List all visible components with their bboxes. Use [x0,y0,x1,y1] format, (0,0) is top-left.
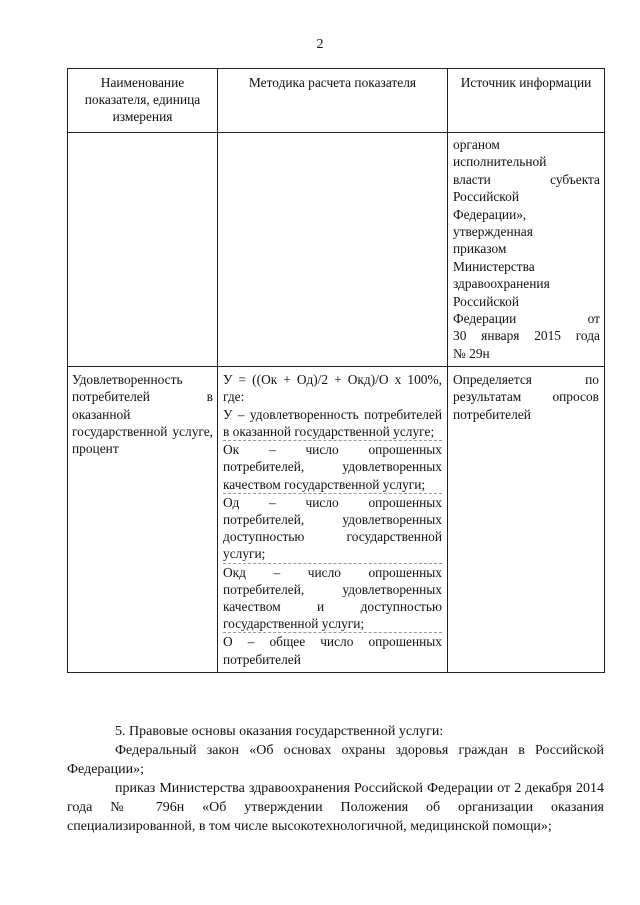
header-information-source: Источник информации [448,69,605,133]
source-line: исполнительной [453,154,547,170]
source-line: № 29н [453,345,490,361]
source-line: 30 января 2015 года [453,328,600,344]
source-line: Российской [453,293,519,309]
source-line: власти субъекта [453,171,600,187]
source-line: приказом [453,241,507,257]
source-line: Федерации от [453,311,600,327]
source-description: Определяется по результатам опросов потребителей [453,372,599,422]
formula: У = ((Ок + Од)/2 + Окд)/О х 100%, [223,372,442,388]
legal-paragraph: приказ Министерства здравоохранения Российской Федерации от 2 декабря 2014 года № 796н «Об утверждении Положения об организации оказания специализированной, в том числе высокотехнологичной, медицинской помощи»; [67,781,604,834]
row2-method-cell [218,367,448,672]
row1-indicator-cell [68,133,218,367]
definition-item: О – общее число опрошенных потребителей [223,634,442,667]
source-line: Министерства [453,258,535,274]
definition-item: Ок – число опрошенных потребителей, удовлетворенных качеством государственной услуги; [223,442,442,492]
source-line: органом [453,137,500,152]
row1-method-cell [218,133,448,367]
definition-item: Од – число опрошенных потребителей, удовлетворенных доступностью государственной услуги; [223,494,442,562]
table-header-row [68,69,605,133]
source-line: утвержденная [453,224,533,240]
source-line: здравоохранения [453,276,550,292]
definition-item: У – удовлетворенность потребителей в оказанной государственной услуге; [223,406,442,439]
indicator-name: Удовлетворенность потребителей в оказанной государственной услуге, процент [72,372,213,457]
source-line: Федерации», [453,206,527,222]
row2-indicator-cell [68,367,218,672]
table-row [68,133,605,367]
header-calculation-method: Методика расчета показателя [218,69,448,133]
page-number: 2 [316,37,324,52]
formula-where: где: [223,389,245,405]
section-heading: 5. Правовые основы оказания государственной услуги: [115,724,444,739]
source-line: Российской [453,189,519,205]
indicator-table [67,68,605,673]
legal-basis-section [67,722,604,836]
header-indicator-name: Наименование показателя, единица измерения [68,69,218,133]
legal-paragraph: Федеральный закон «Об основах охраны здоровья граждан в Российской Федерации»; [67,743,604,777]
table-row [68,367,605,672]
row1-source-cell [448,133,605,367]
definition-item: Окд – число опрошенных потребителей, удовлетворенных качеством и доступностью государственной услуги; [223,564,442,632]
row2-source-cell [448,367,605,672]
